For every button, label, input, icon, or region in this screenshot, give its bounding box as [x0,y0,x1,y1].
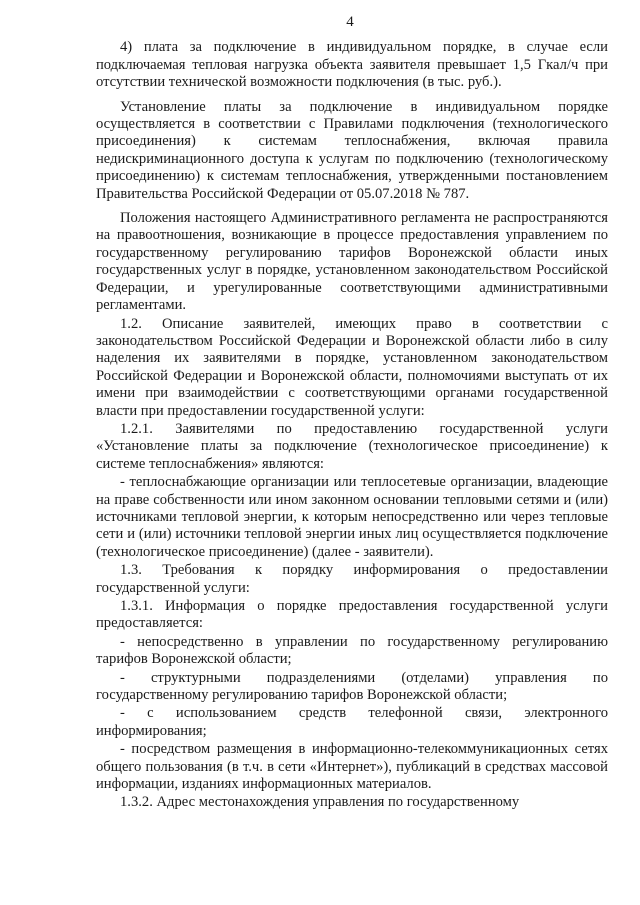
paragraph-informing-requirements: 1.3. Требования к порядку информирования о предоставлении государственной услуги: [96,562,608,596]
paragraph-information-provided: 1.3.1. Информация о порядке предоставления государственной услуги предоставляется: [96,598,608,632]
paragraph-connection-fee-individual: 4) плата за подключение в индивидуальном порядке, в случае если подключаемая тепловая нагрузка объекта заявителя превышает 1,5 Гкал/ч при отсутствии технической возможности подключения (в тыс. руб.). [96,39,608,91]
page-number: 4 [346,14,354,30]
list-item-structural-units: - структурными подразделениями (отделами) управления по государственному регулированию тарифов Воронежской области; [96,669,608,704]
paragraph-department-address: 1.3.2. Адрес местонахождения управления по государственному [120,794,520,811]
list-item-telephone-electronic: - с использованием средств телефонной связи, электронного информирования; [96,705,608,739]
paragraph-applicants-list-intro: 1.2.1. Заявителями по предоставлению государственной услуги «Установление платы за подключение (технологическое присоединение) к системе теплоснабжения» являются: [96,420,608,472]
paragraph-fee-establishment-rules: Установление платы за подключение в индивидуальном порядке осуществляется в соответствии с Правилами подключения (технологического присоединения) к системам теплоснабжения, включая правила недискриминационного доступа к услугам по подключению (технологическому присоединению) к системам теплоснабжения, утвержденными постановлением Правительства Российской Федерации от 05.07.2018 № 787. [96,98,608,202]
paragraph-regulation-scope: Положения настоящего Административного регламента не распространяются на правоотношения, возникающие в процессе предоставления управлением по государственному регулированию тарифов Воронежской области иных государственных услуг в порядке, установленном законодательством Российской Федерации, и урегулированные соответствующими административными регламентами. [96,210,608,314]
list-item-internet-publications: - посредством размещения в информационно-телекоммуникационных сетях общего пользования (в т.ч. в сети «Интернет»), публикаций в средствах массовой информации, изданиях информационных материалов. [96,741,608,793]
list-item-directly-in-department: - непосредственно в управлении по государственному регулированию тарифов Воронежской области; [96,633,608,668]
paragraph-applicants-description: 1.2. Описание заявителей, имеющих право в соответствии с законодательством Российской Федерации и Воронежской области либо в силу наделения их заявителями в порядке, установленном законодательством Российской Федерации и Воронежской области, полномочиями выступать от их имени при взаимодействии с соответствующими органами государственной власти при предоставлении государственной услуги: [96,315,608,419]
paragraph-applicants-heat-supply-orgs: - теплоснабжающие организации или теплосетевые организации, владеющие на праве собственности или ином законном основании тепловыми сетями и (или) источниками тепловой энергии, к которым непосредственно или через тепловые сети и (или) источники тепловой энергии иных лиц осуществляется подключение (технологическое присоединение) (далее - заявители). [96,474,608,560]
